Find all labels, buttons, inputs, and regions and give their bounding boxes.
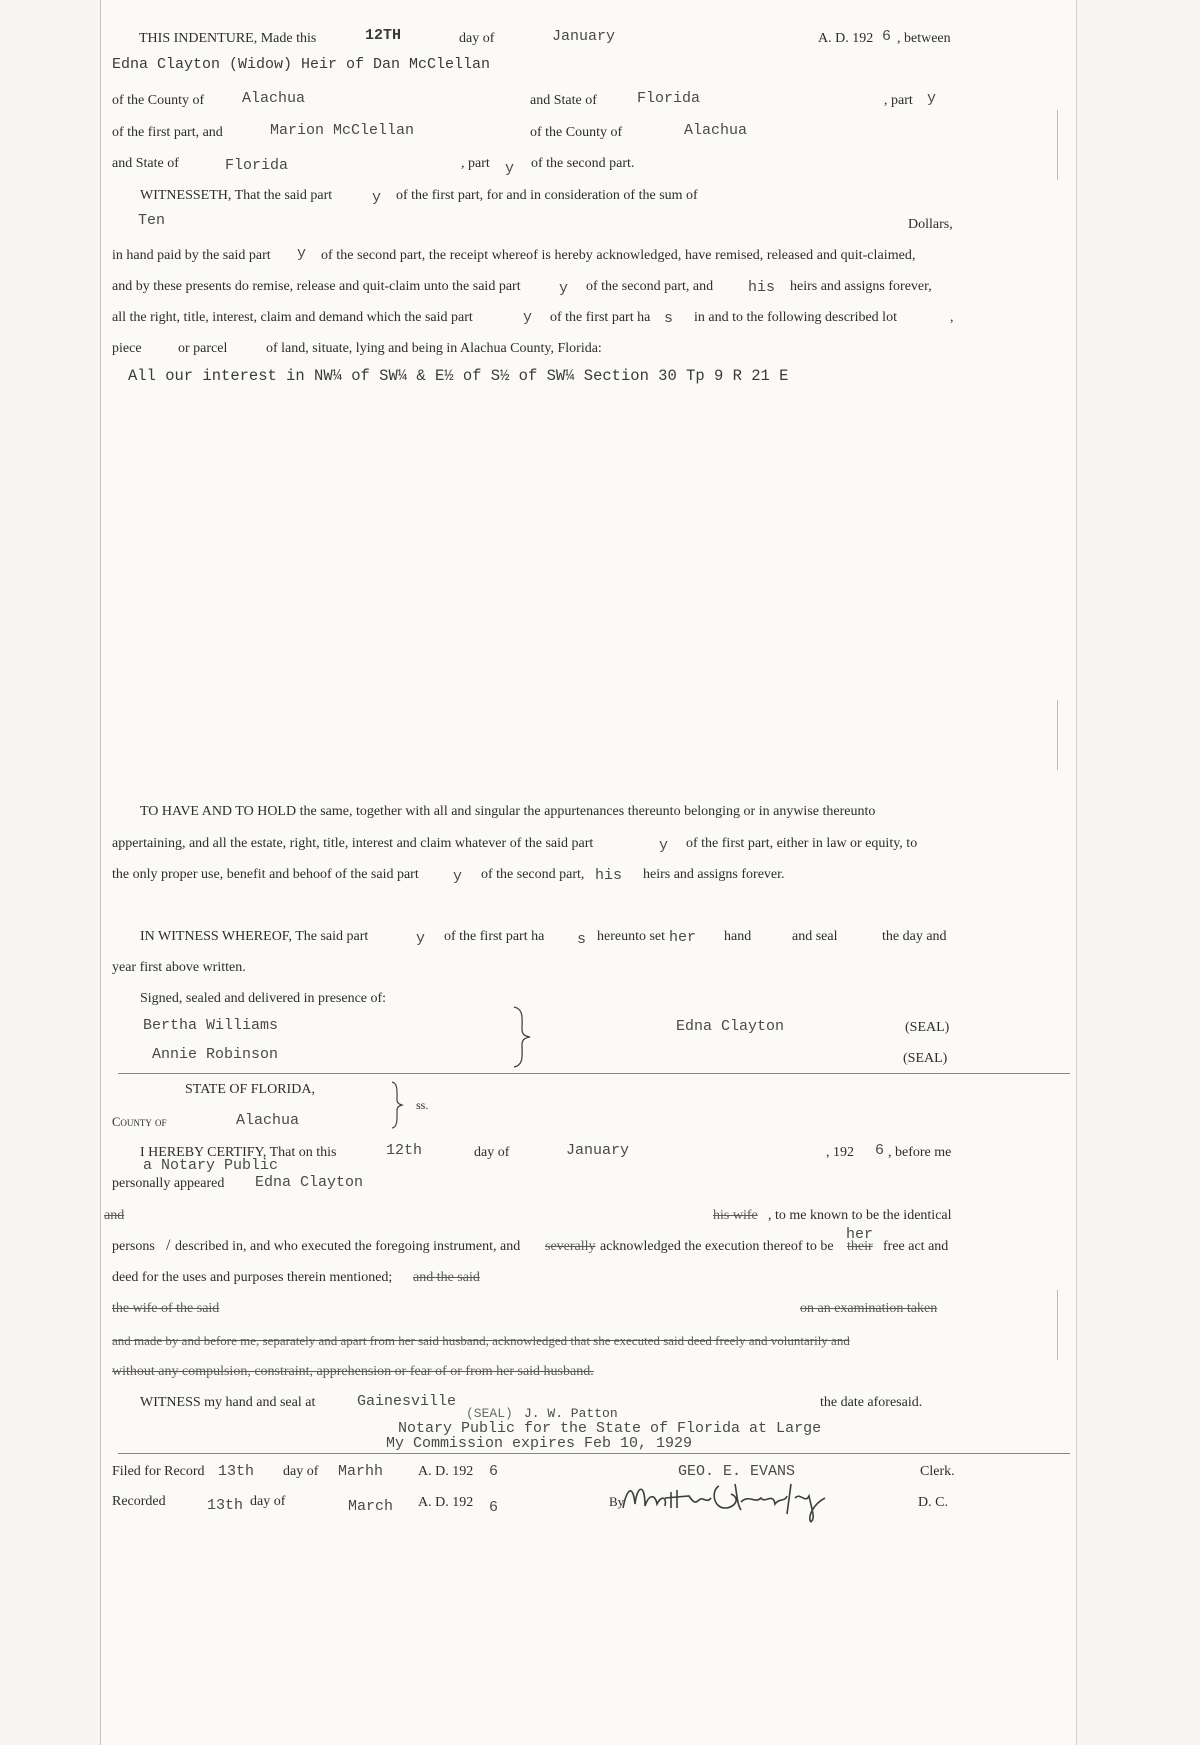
line4-first-part: of the first part, and (112, 125, 223, 140)
ack-day: 12th (386, 1142, 423, 1159)
ack-witness-hand: WITNESS my hand and seal at (140, 1395, 316, 1410)
line11-parcel: or parcel (178, 341, 228, 356)
recorded-day-of: day of (250, 1494, 286, 1509)
indenture-month: January (552, 28, 616, 45)
grantor-signature: Edna Clayton (676, 1018, 785, 1035)
line10-y: y (523, 309, 533, 326)
line10-a: all the right, title, interest, claim and demand which the said part (112, 310, 473, 325)
ack-month: January (566, 1142, 630, 1159)
witness-whereof-y: y (416, 930, 426, 947)
indenture-ad: A. D. 192 (818, 31, 874, 46)
witness-whereof-s: s (577, 931, 587, 948)
ack-p2-a: described in, and who executed the foregoing instrument, and (175, 1239, 521, 1254)
ack-day-of: day of (474, 1145, 510, 1160)
filed-year: 6 (489, 1463, 499, 1480)
line11-piece: piece (112, 341, 142, 356)
line3-part-suffix: y (927, 90, 937, 107)
scan-margin-mark (1057, 1290, 1058, 1360)
line5-state-label: and State of (112, 156, 179, 171)
habendum-line2-b: of the first part, either in law or equity, to (686, 836, 918, 851)
witness-brace (510, 1005, 534, 1069)
habendum-line2-y: y (659, 837, 669, 854)
ack-p3-a: deed for the uses and purposes therein mentioned; (112, 1270, 393, 1285)
ack-and-the-said-struck: and the said (413, 1270, 480, 1285)
ack-slash: / (166, 1237, 171, 1254)
notary-title: Notary Public for the State of Florida at Large (398, 1420, 822, 1437)
ack-his-wife-struck: his wife (713, 1208, 758, 1223)
ack-persons: persons (112, 1239, 155, 1254)
line10-c: in and to the following described lot (694, 310, 897, 325)
line3-state-label: and State of (530, 93, 597, 108)
ack-known: , to me known to be the identical (768, 1208, 952, 1223)
ack-before-me: , before me (888, 1145, 952, 1160)
witness-whereof-a: IN WITNESS WHEREOF, The said part (140, 929, 369, 944)
line10-b: of the first part ha (550, 310, 651, 325)
seal-1: (SEAL) (905, 1020, 950, 1035)
ack-year-digit: 6 (875, 1142, 885, 1159)
scan-margin-mark (1057, 110, 1058, 180)
consideration-amount: Ten (138, 212, 166, 229)
ack-date-aforesaid: the date aforesaid. (820, 1395, 923, 1410)
line3-county-label: of the County of (112, 93, 205, 108)
habendum-line1: TO HAVE AND TO HOLD the same, together with all and singular the appurtenances thereunto belonging or in anywise thereunto (140, 804, 876, 819)
ack-brace (390, 1080, 404, 1130)
line4-county-label: of the County of (530, 125, 623, 140)
line11-land: of land, situate, lying and being in Alachua County, Florida: (266, 341, 602, 356)
dollars-label: Dollars, (908, 217, 953, 232)
recorded-month: March (348, 1498, 394, 1515)
by-label: By (609, 1494, 625, 1509)
legal-description: All our interest in NW¼ of SW¼ & E½ of S½ of SW¼ Section 30 Tp 9 R 21 E (128, 367, 789, 385)
line3-part: , part (884, 93, 913, 108)
clerk-name: GEO. E. EVANS (678, 1463, 796, 1480)
grantor-county: Alachua (242, 90, 306, 107)
recorded-year: 6 (489, 1499, 499, 1516)
habendum-line3-a: the only proper use, benefit and behoof of the said part (112, 867, 419, 882)
notary-commission: My Commission expires Feb 10, 1929 (386, 1435, 693, 1452)
indenture-intro: THIS INDENTURE, Made this (139, 31, 317, 46)
witness-whereof-c: hereunto set (597, 929, 666, 944)
line5-second-part: of the second part. (531, 156, 635, 171)
ack-p5-struck: and made by and before me, separately and apart from her said husband, acknowledged that she executed said deed freely and voluntarily and (112, 1333, 850, 1348)
line8-y: y (297, 245, 307, 262)
seal-2: (SEAL) (903, 1051, 948, 1066)
ack-county: Alachua (236, 1112, 300, 1129)
habendum-line3-his: his (595, 867, 623, 884)
filed-label: Filed for Record (112, 1464, 205, 1479)
recorded-label: Recorded (112, 1494, 166, 1509)
ack-year-prefix: , 192 (826, 1145, 854, 1160)
line10-s: s (664, 310, 674, 327)
ack-p2-b: acknowledged the execution thereof to be (600, 1239, 834, 1254)
grantee-state: Florida (225, 157, 289, 174)
ack-p4-b-struck: on an examination taken (800, 1301, 938, 1316)
line8-b: of the second part, the receipt whereof is hereby acknowledged, have remised, released and quit-claimed, (321, 248, 916, 263)
line10-comma: , (950, 310, 954, 325)
ack-state: STATE OF FLORIDA, (185, 1082, 315, 1097)
deputy-clerk-signature (615, 1474, 840, 1524)
habendum-line3-c: heirs and assigns forever. (643, 867, 785, 882)
line6-rest: of the first part, for and in consideration of the sum of (396, 188, 698, 203)
ack-p4-a-struck: the wife of the said (112, 1301, 220, 1316)
ack-p6-struck: without any compulsion, constraint, apprehension or fear of or from her said husband. (112, 1364, 594, 1379)
indenture-day-of: day of (459, 31, 495, 46)
indenture-date: 12TH (365, 27, 402, 44)
line5-part: , part (461, 156, 490, 171)
filed-day: 13th (218, 1463, 255, 1480)
scan-margin-mark (1057, 700, 1058, 770)
ack-p2-c: free act and (883, 1239, 949, 1254)
filed-ad: A. D. 192 (418, 1464, 474, 1479)
indenture-year: 6 (882, 28, 892, 45)
grantee-county: Alachua (684, 122, 748, 139)
habendum-line2-a: appertaining, and all the estate, right, title, interest and claim whatever of the said part (112, 836, 594, 851)
ack-county-label: County of (112, 1115, 167, 1129)
witness-whereof-hand: hand (724, 929, 752, 944)
ack-officer: a Notary Public (143, 1157, 279, 1174)
witness-whereof-her: her (669, 929, 697, 946)
ack-place: Gainesville (357, 1393, 457, 1410)
dc-label: D. C. (918, 1495, 948, 1510)
notary-name: J. W. Patton (524, 1406, 618, 1421)
ack-their-struck: their (847, 1239, 873, 1254)
ack-certify: I HEREBY CERTIFY, That on this (140, 1145, 337, 1160)
clerk-label: Clerk. (920, 1464, 955, 1479)
ack-personally: personally appeared (112, 1176, 225, 1191)
line9-b: of the second part, and (586, 279, 714, 294)
signed-in-presence: Signed, sealed and delivered in presence of: (140, 991, 387, 1006)
witness-whereof-seal: and seal (792, 929, 838, 944)
witnesseth: WITNESSETH, That the said part (140, 188, 333, 203)
ack-her-inserted: her (846, 1226, 874, 1243)
grantee-name: Marion McClellan (270, 122, 415, 139)
line9-his: his (748, 279, 776, 296)
ack-and-struck: and (104, 1208, 125, 1223)
rule-before-filing (118, 1453, 1070, 1454)
line9-a: and by these presents do remise, release and quit-claim unto the said part (112, 279, 521, 294)
witness-whereof-day: the day and (882, 929, 947, 944)
year-first-written: year first above written. (112, 960, 246, 975)
ack-appeared-name: Edna Clayton (255, 1174, 364, 1191)
line9-c: heirs and assigns forever, (790, 279, 932, 294)
witness-2-name: Annie Robinson (152, 1046, 279, 1063)
filed-day-of: day of (283, 1464, 319, 1479)
grantor-state: Florida (637, 90, 701, 107)
line9-y: y (559, 280, 569, 297)
ack-severally-struck: severally (545, 1239, 596, 1254)
habendum-line3-y: y (453, 868, 463, 885)
filed-month: Marhh (338, 1463, 384, 1480)
ack-ss: ss. (416, 1098, 429, 1112)
grantor-names: Edna Clayton (Widow) Heir of Dan McClellan (112, 56, 491, 73)
indenture-between: , between (897, 31, 951, 46)
recorded-ad: A. D. 192 (418, 1495, 474, 1510)
witness-whereof-b: of the first part ha (444, 929, 545, 944)
line5-part-suffix: y (505, 160, 515, 177)
recorded-day: 13th (207, 1497, 244, 1514)
witness-1-name: Bertha Williams (143, 1017, 279, 1034)
notary-seal-mark: (SEAL) (466, 1406, 513, 1421)
habendum-line3-b: of the second part, (481, 867, 585, 882)
line6-y: y (372, 189, 382, 206)
rule-before-acknowledgment (118, 1073, 1070, 1074)
line8-a: in hand paid by the said part (112, 248, 271, 263)
